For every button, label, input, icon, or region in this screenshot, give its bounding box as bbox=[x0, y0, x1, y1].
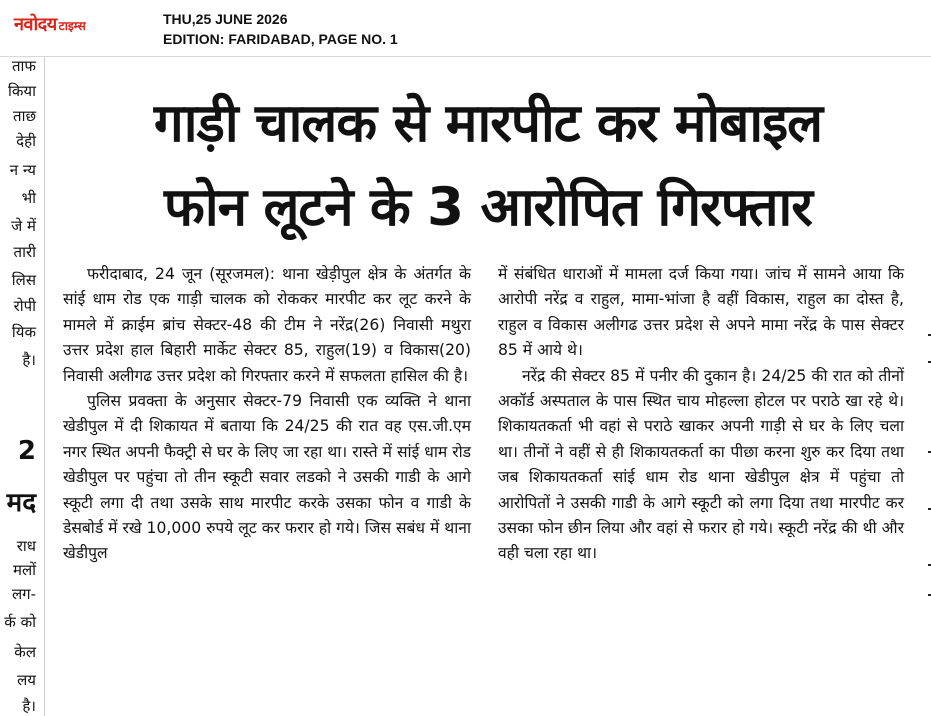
fragment-text: भी bbox=[21, 189, 36, 207]
headline-line-2: फोन लूटने के 3 आरोपित गिरफ्तार bbox=[164, 177, 812, 238]
adjacent-column-edge bbox=[926, 56, 931, 716]
article-paragraph: पुलिस प्रवक्ता के अनुसार सेक्टर-79 निवासी एक व्यक्ति ने थाना खेडीपुल में दी शिकायत में बताया कि 24/25 की रात वह एस.जी.एम नगर स्थित अपनी फैक्ट्री से घर के लिए जा रहा था। रास्ते में सांई धाम रोड खेडीपुल पर पहुंचा तो तीन स्कूटी सवार लडको ने उसकी गाडी के आगे स्कूटी लगा दी तथा उसके साथ मारपीट करके उसका फोन व गाडी के डेसबोर्ड में रखे 10,000 रुपये लूट कर फरार हो गये। जिस सबंध में थाना खेडीपुल bbox=[63, 392, 471, 563]
article-paragraph: नरेंद्र की सेक्टर 85 में पनीर की दुकान है। 24/25 की रात को तीनों अकॉर्ड अस्पताल के पास स्थित चाय मोहल्ला होटल पर पराठे खा रहे थे। शिकायतकर्ता भी वहां से पराठे खाकर अपनी गाड़ी से घर के लिए चला था। तीनों ने वहीं से ही शिकायतकर्ता का पीछा करना शुरु कर दिया तथा जब शिकायतकर्ता सांई धाम रोड थाना खेडीपुल क्षेत्र में पहुंचा तो आरोपितों ने उसकी गाडी के आगे स्कूटी को लगा दिया तथा मारपीट कर उसका फोन छीन लिया और वहां से फरार हो गये। स्कूटी नरेंद्र की थी और वही चला रहा था। bbox=[498, 366, 904, 563]
newspaper-logo bbox=[14, 12, 86, 34]
headline-line-1: गाड़ी चालक से मारपीट कर मोबाइल bbox=[153, 93, 823, 154]
fragment-text: ताछ bbox=[13, 107, 36, 125]
page-header bbox=[0, 0, 931, 57]
article-paragraph: फरीदाबाद, 24 जून (सूरजमल): थाना खेड़ीपुल क्षेत्र के अंतर्गत के सांई धाम रोड एक गाड़ी चालक को रोककर मारपीट कर लूट करने के मामले में क्राईम ब्रांच सेक्टर-48 की टीम ने नरेंद्र(26) निवासी मथुरा उत्तर प्रदेश हाल बिहारी मार्केट सेक्टर 85, राहुल(19) व विकास(20) निवासी अलीगढ उत्तर प्रदेश को गिरफ्तार करने में सफलता हासिल की है। bbox=[63, 265, 471, 385]
article-headline bbox=[58, 82, 918, 250]
logo-text: नवोदय bbox=[14, 14, 57, 35]
fragment-text: है। bbox=[22, 697, 36, 715]
article-column-1 bbox=[63, 262, 471, 567]
edition-info bbox=[163, 9, 398, 49]
fragment-text: जे में bbox=[11, 217, 36, 235]
edition-label: EDITION: FARIDABAD, PAGE NO. 1 bbox=[163, 31, 398, 47]
fragment-text: राध bbox=[16, 537, 36, 555]
fragment-text: तारी bbox=[13, 243, 36, 261]
fragment-text: रोपी bbox=[13, 297, 36, 315]
fragment-text: र्क को bbox=[4, 613, 36, 631]
article-column-2 bbox=[498, 262, 904, 567]
fragment-text: मलों bbox=[12, 561, 36, 579]
article-paragraph: में संबंधित धाराओं में मामला दर्ज किया गया। जांच में सामने आया कि आरोपी नरेंद्र व राहुल, मामा-भांजा है वहीं विकास, राहुल का दोस्त है, राहुल व विकास अलीगढ उत्तर प्रदेश से अपने मामा नरेंद्र के पास सेक्टर 85 में आये थे। bbox=[498, 265, 904, 360]
fragment-text: किया bbox=[8, 82, 36, 100]
fragment-text: देही bbox=[16, 132, 36, 150]
issue-date: THU,25 JUNE 2026 bbox=[163, 11, 288, 27]
fragment-heading: 2 bbox=[17, 436, 36, 466]
fragment-text: लिस bbox=[11, 271, 36, 289]
fragment-text: केल bbox=[14, 643, 36, 661]
fragment-text: लय bbox=[17, 671, 36, 689]
adjacent-article-fragment bbox=[0, 56, 45, 716]
fragment-text: यिक bbox=[11, 323, 36, 341]
fragment-text: ताफ bbox=[11, 57, 36, 75]
logo-suffix: टाइम्स bbox=[58, 19, 86, 33]
fragment-text: लग- bbox=[11, 585, 36, 603]
fragment-heading: मद bbox=[6, 488, 36, 518]
fragment-text: है। bbox=[22, 351, 36, 369]
fragment-text: न न्य bbox=[9, 161, 36, 179]
